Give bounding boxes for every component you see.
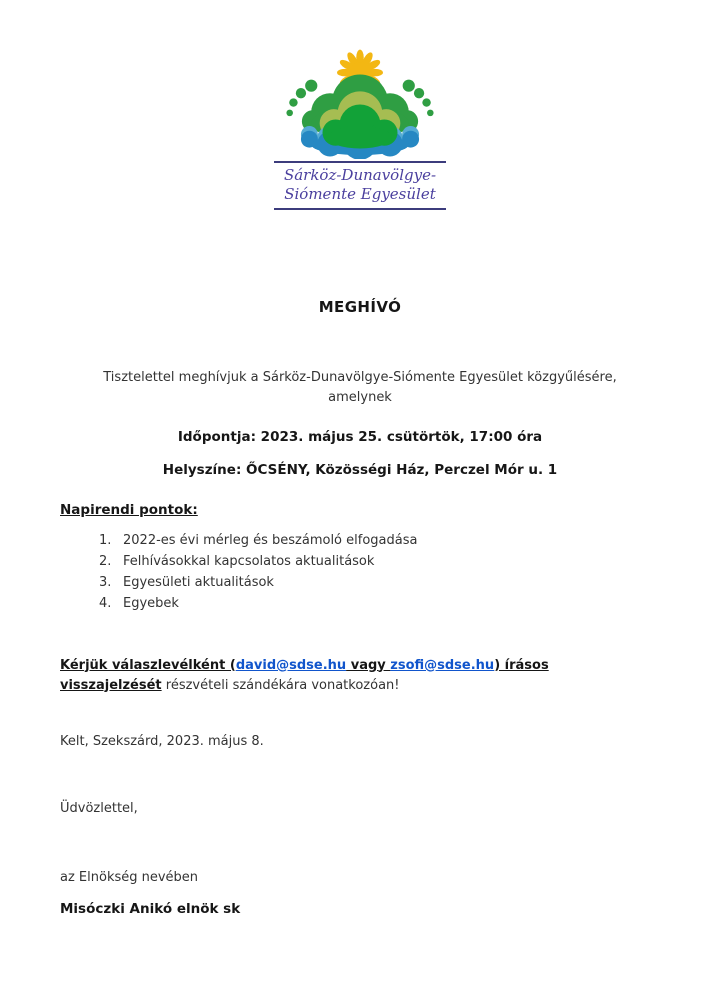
agenda-item-text: Egyesületi aktualitások	[123, 574, 274, 590]
agenda-item-text: Felhívásokkal kapcsolatos aktualitások	[123, 553, 375, 569]
agenda-item-text: 2022-es évi mérleg és beszámoló elfogadása	[123, 532, 418, 548]
signature-line: Misóczki Anikó elnök sk	[60, 900, 241, 917]
agenda-item-number: 2.	[99, 553, 112, 569]
intro-line1: Tisztelettel meghívjuk a Sárköz-Dunavölgye-Siómente Egyesület közgyűlésére,	[103, 369, 617, 385]
agenda-item	[60, 551, 660, 572]
document-body	[0, 298, 720, 917]
org-logo-graphic	[285, 48, 435, 159]
org-logo-name-line1: Sárköz-Dunavölgye-	[283, 166, 437, 184]
on-behalf-line: az Elnökség nevében	[60, 869, 199, 885]
org-logo-name	[274, 161, 446, 210]
agenda-item-number: 3.	[99, 574, 112, 590]
closing-salutation: Üdvözlettel,	[60, 800, 138, 816]
reply-bold-tail: ) írásos visszajelzését	[60, 657, 549, 693]
reply-normal-tail: részvételi szándékára vonatkozóan!	[161, 677, 400, 693]
agenda-item	[60, 530, 660, 551]
org-logo-name-line2: Siómente Egyesület	[284, 184, 436, 203]
reply-request-paragraph	[60, 656, 620, 696]
agenda-item	[60, 572, 660, 593]
email-link-david[interactable]: david@sdse.hu	[235, 657, 347, 673]
agenda-item-number: 4.	[99, 595, 112, 611]
reply-prefix: Kérjük válaszlevélként (	[60, 657, 236, 673]
intro-paragraph	[60, 368, 660, 408]
agenda-list	[60, 530, 660, 614]
email-link-zsofi[interactable]: zsofi@sdse.hu	[390, 657, 495, 673]
reply-connector: vagy	[346, 657, 391, 673]
agenda-item	[60, 593, 660, 614]
agenda-heading: Napirendi pontok:	[60, 501, 198, 518]
org-logo	[0, 0, 720, 210]
agenda-item-text: Egyebek	[123, 595, 179, 611]
meeting-time-line: Időpontja: 2023. május 25. csütörtök, 17:00 óra	[177, 428, 543, 445]
dateline: Kelt, Szekszárd, 2023. május 8.	[60, 733, 264, 749]
meeting-location-line: Helyszíne: ŐCSÉNY, Közösségi Ház, Perczel Mór u. 1	[162, 461, 558, 478]
page-title: MEGHÍVÓ	[318, 297, 402, 316]
intro-line2: amelynek	[328, 389, 392, 405]
agenda-item-number: 1.	[99, 532, 112, 548]
